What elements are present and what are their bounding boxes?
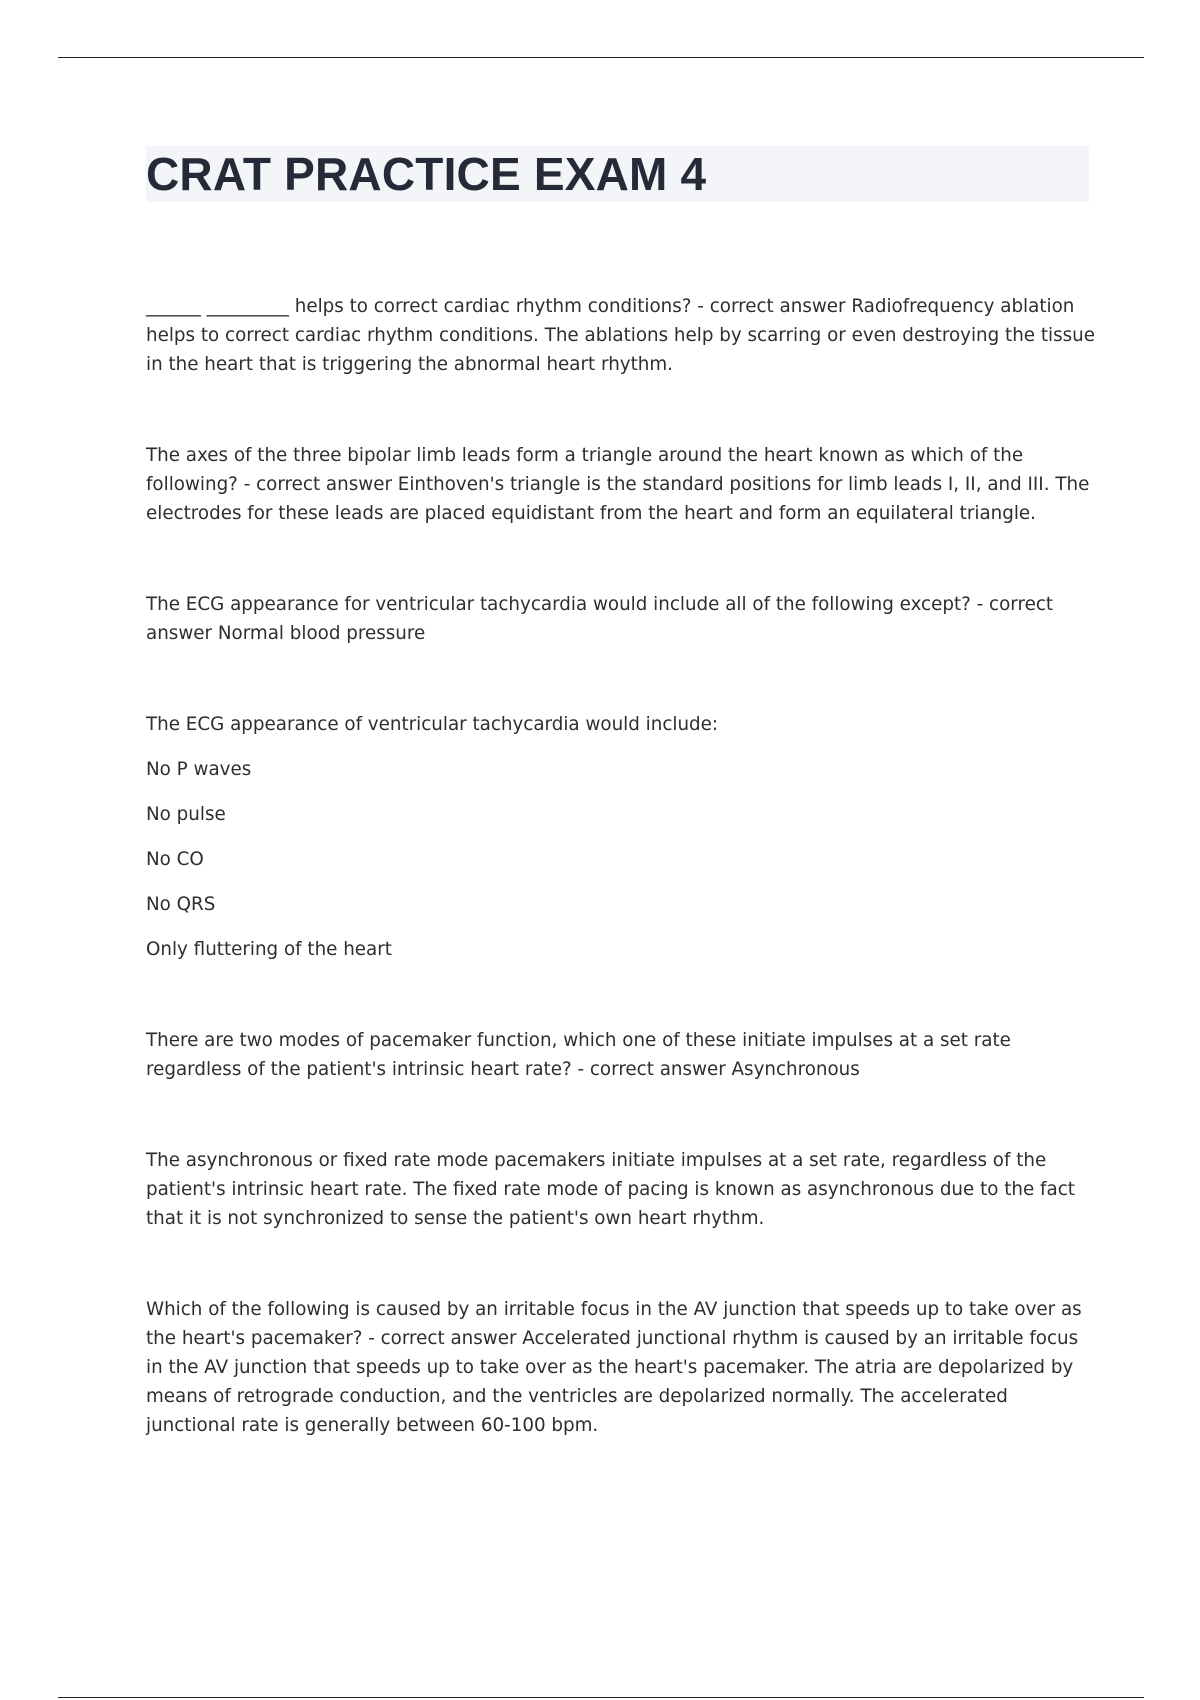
qa-radiofrequency-ablation: ______ _________ helps to correct cardiac rhythm conditions? - correct answer Radiofrequency ablation helps to correct cardiac rhythm conditions. The ablations help by scarring or even destroying the tissue in the heart that is triggering the abnormal heart rhythm.	[146, 296, 1095, 375]
bottom-rule	[58, 1697, 1144, 1698]
top-rule	[58, 57, 1144, 58]
vt-item-no-p-waves: No P waves	[146, 759, 252, 780]
qa-einthoven-triangle: The axes of the three bipolar limb leads form a triangle around the heart known as which of the following? - correct answer Einthoven's triangle is the standard positions for limb leads I, II, and III. The electrodes for these leads are placed equidistant from the heart and form an equilateral triangle.	[146, 445, 1090, 524]
vt-item-fluttering: Only fluttering of the heart	[146, 939, 392, 960]
qa-accelerated-junctional: Which of the following is caused by an irritable focus in the AV junction that speeds up to take over as the heart's pacemaker? - correct answer Accelerated junctional rhythm is caused by an irritable focus in the AV junction that speeds up to take over as the heart's pacemaker. The atria are depolarized by means of retrograde conduction, and the ventricles are depolarized normally. The accelerated junctional rate is generally between 60-100 bpm.	[146, 1299, 1082, 1436]
vt-item-no-pulse: No pulse	[146, 804, 226, 825]
qa-pacemaker-modes: There are two modes of pacemaker function, which one of these initiate impulses at a set rate regardless of the patient's intrinsic heart rate? - correct answer Asynchronous	[146, 1030, 1011, 1080]
document-title: CRAT PRACTICE EXAM 4	[146, 148, 707, 200]
asynchronous-explanation: The asynchronous or fixed rate mode pacemakers initiate impulses at a set rate, regardless of the patient's intrinsic heart rate. The fixed rate mode of pacing is known as asynchronous due to the fact that it is not synchronized to sense the patient's own heart rhythm.	[146, 1150, 1075, 1229]
vt-appearance-intro: The ECG appearance of ventricular tachycardia would include:	[146, 714, 719, 735]
vt-item-no-qrs: No QRS	[146, 894, 216, 915]
vt-item-no-co: No CO	[146, 849, 204, 870]
qa-vt-except: The ECG appearance for ventricular tachycardia would include all of the following except? - correct answer Normal blood pressure	[146, 594, 1054, 644]
document-body	[146, 292, 1096, 1440]
